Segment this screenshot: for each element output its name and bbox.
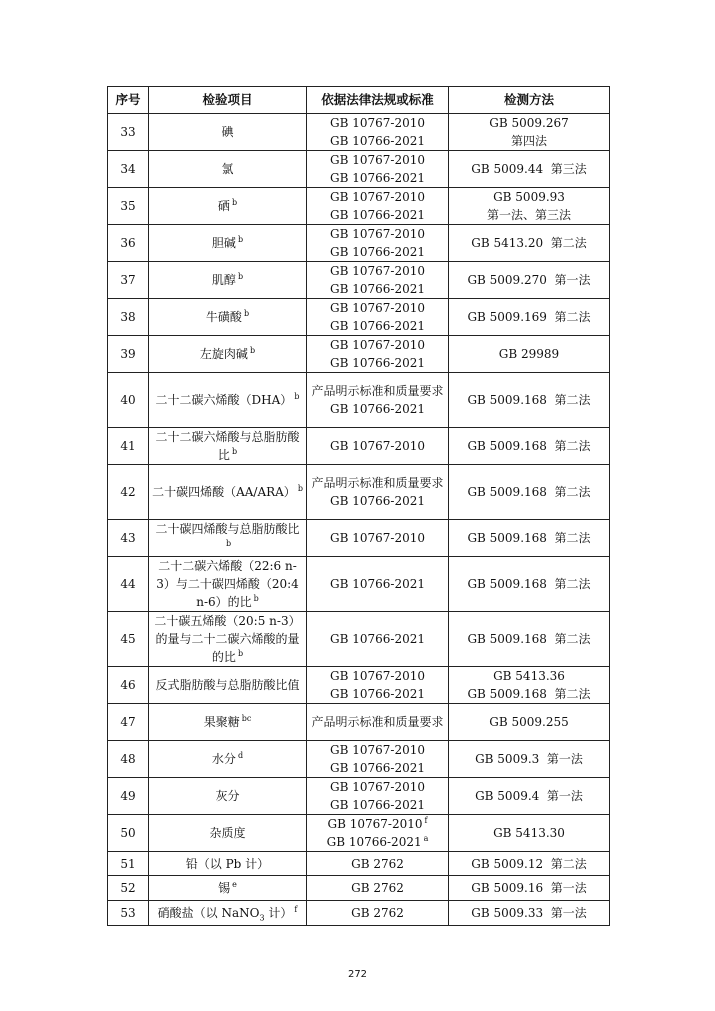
footnote-mark: e bbox=[232, 880, 237, 889]
footnote-mark: a bbox=[423, 834, 429, 843]
row-number: 49 bbox=[108, 778, 149, 815]
standard-basis bbox=[307, 778, 449, 815]
page-number: 272 bbox=[347, 969, 368, 980]
footnote-mark: b bbox=[225, 539, 232, 548]
footnote-mark: b bbox=[253, 594, 259, 603]
test-item bbox=[149, 520, 307, 557]
footnote-mark: b bbox=[231, 447, 238, 456]
basis-line bbox=[310, 855, 445, 873]
basis-line bbox=[310, 815, 445, 833]
test-item bbox=[149, 815, 307, 852]
table-row bbox=[108, 188, 610, 225]
test-item bbox=[149, 704, 307, 741]
method-line: GB 5009.168 第二法 bbox=[467, 531, 591, 545]
footnote-mark: bc bbox=[241, 714, 252, 723]
table-row bbox=[108, 336, 610, 373]
table-row bbox=[108, 778, 610, 815]
row-number: 46 bbox=[108, 667, 149, 704]
basis-text: GB 10766-2021 bbox=[330, 171, 425, 185]
method-line: GB 5413.20 第二法 bbox=[471, 236, 587, 250]
test-method bbox=[449, 225, 610, 262]
table-row bbox=[108, 114, 610, 151]
basis-line bbox=[310, 280, 445, 298]
test-item-label: 杂质度 bbox=[209, 826, 246, 840]
basis-text: GB 10767-2010 bbox=[327, 817, 423, 831]
basis-text: GB 10767-2010 bbox=[330, 743, 425, 757]
test-item bbox=[149, 667, 307, 704]
test-item bbox=[149, 151, 307, 188]
method-line: GB 5009.12 第二法 bbox=[471, 856, 587, 871]
basis-text: GB 10766-2021 bbox=[330, 761, 425, 775]
row-number: 41 bbox=[108, 428, 149, 465]
test-item bbox=[149, 741, 307, 778]
row-number: 47 bbox=[108, 704, 149, 741]
method-line: GB 5009.168 第二法 bbox=[467, 439, 591, 453]
method-line: GB 5009.168 第二法 bbox=[467, 485, 591, 499]
test-item-sub: 3 bbox=[259, 913, 265, 923]
basis-text: GB 10766-2021 bbox=[330, 208, 425, 222]
basis-text: GB 10766-2021 bbox=[330, 494, 425, 508]
row-number: 48 bbox=[108, 741, 149, 778]
method-line: GB 5009.33 第一法 bbox=[471, 906, 587, 920]
basis-line bbox=[310, 759, 445, 777]
test-method bbox=[449, 262, 610, 299]
standard-basis bbox=[307, 225, 449, 262]
standard-basis bbox=[307, 188, 449, 225]
basis-text: GB 10767-2010 bbox=[330, 338, 425, 352]
footnote-mark: b bbox=[294, 392, 300, 401]
basis-line bbox=[310, 225, 445, 243]
row-number: 51 bbox=[108, 852, 149, 876]
standard-basis bbox=[307, 852, 449, 876]
table-row bbox=[108, 704, 610, 741]
basis-line bbox=[310, 382, 445, 400]
basis-text: GB 2762 bbox=[351, 906, 404, 920]
method-line: GB 5413.30 bbox=[493, 826, 565, 840]
basis-line bbox=[310, 437, 445, 455]
footnote-mark: f bbox=[424, 816, 428, 825]
test-item-label: 果聚糖 bbox=[203, 715, 240, 729]
basis-text: GB 10767-2010 bbox=[330, 531, 425, 545]
method-line: GB 5009.168 第二法 bbox=[467, 577, 591, 591]
standard-basis bbox=[307, 336, 449, 373]
test-item-label: 牛磺酸 bbox=[205, 310, 242, 324]
test-method bbox=[449, 901, 610, 926]
test-method bbox=[449, 373, 610, 428]
standard-basis bbox=[307, 465, 449, 520]
method-line: 第一法、第三法 bbox=[486, 208, 571, 222]
table-row bbox=[108, 667, 610, 704]
header-basis: 依据法律法规或标准 bbox=[307, 87, 449, 114]
test-method bbox=[449, 557, 610, 612]
test-item bbox=[149, 465, 307, 520]
test-item bbox=[149, 901, 307, 926]
header-method: 检测方法 bbox=[449, 87, 610, 114]
basis-text: GB 10766-2021 bbox=[330, 245, 425, 259]
method-line: GB 5009.44 第三法 bbox=[471, 162, 587, 176]
basis-line bbox=[310, 741, 445, 759]
method-line: GB 5009.168 第二法 bbox=[467, 393, 591, 407]
test-item bbox=[149, 262, 307, 299]
row-number: 34 bbox=[108, 151, 149, 188]
standard-basis bbox=[307, 876, 449, 901]
basis-text: 产品明示标准和质量要求 bbox=[311, 384, 444, 398]
standard-basis bbox=[307, 373, 449, 428]
test-method bbox=[449, 741, 610, 778]
test-method bbox=[449, 428, 610, 465]
basis-line bbox=[310, 685, 445, 703]
method-line: GB 29989 bbox=[498, 347, 560, 361]
basis-line bbox=[310, 151, 445, 169]
table-row bbox=[108, 852, 610, 876]
test-item-label: 肌醇 bbox=[211, 273, 236, 287]
basis-text: GB 10767-2010 bbox=[330, 116, 425, 130]
footnote-mark: b bbox=[243, 309, 250, 318]
test-method bbox=[449, 151, 610, 188]
basis-line bbox=[310, 529, 445, 547]
test-item-label: 二十碳五烯酸（20:5 n-3）的量与二十二碳六烯酸的量的比 bbox=[154, 614, 301, 664]
test-method bbox=[449, 667, 610, 704]
basis-text: GB 10766-2021 bbox=[330, 798, 425, 812]
table-row bbox=[108, 373, 610, 428]
basis-text: GB 2762 bbox=[351, 856, 404, 871]
table-row bbox=[108, 151, 610, 188]
test-item bbox=[149, 336, 307, 373]
table-row bbox=[108, 428, 610, 465]
footnote-mark: b bbox=[237, 272, 244, 281]
test-method bbox=[449, 336, 610, 373]
row-number: 40 bbox=[108, 373, 149, 428]
basis-line bbox=[310, 879, 445, 897]
basis-line bbox=[310, 778, 445, 796]
row-number: 50 bbox=[108, 815, 149, 852]
standard-basis bbox=[307, 901, 449, 926]
row-number: 37 bbox=[108, 262, 149, 299]
footnote-mark: d bbox=[237, 751, 244, 760]
basis-line bbox=[310, 904, 445, 922]
basis-line bbox=[310, 630, 445, 648]
test-item-label: 二十二碳六烯酸与总脂肪酸比 bbox=[155, 430, 300, 462]
basis-line bbox=[310, 262, 445, 280]
test-item-post: 计） bbox=[264, 906, 293, 920]
test-method bbox=[449, 852, 610, 876]
standard-basis bbox=[307, 557, 449, 612]
test-item bbox=[149, 114, 307, 151]
table-row bbox=[108, 901, 610, 926]
basis-line bbox=[310, 188, 445, 206]
standard-basis bbox=[307, 815, 449, 852]
basis-text: GB 10766-2021 bbox=[330, 356, 425, 370]
footnote-mark: b bbox=[231, 198, 238, 207]
test-item-label: 二十二碳六烯酸（DHA） bbox=[155, 393, 293, 407]
table-row bbox=[108, 262, 610, 299]
method-line: GB 5009.168 第二法 bbox=[467, 687, 591, 701]
test-item-pre: 硝酸盐（以 NaNO bbox=[157, 906, 260, 920]
table-row bbox=[108, 741, 610, 778]
test-method bbox=[449, 465, 610, 520]
row-number: 42 bbox=[108, 465, 149, 520]
method-line: GB 5009.168 第二法 bbox=[467, 632, 591, 646]
test-item-label: 二十二碳六烯酸（22:6 n-3）与二十碳四烯酸（20:4 n-6）的比 bbox=[156, 559, 299, 609]
header-no: 序号 bbox=[108, 87, 149, 114]
basis-text: GB 10766-2021 bbox=[330, 402, 425, 416]
test-item-label: 碘 bbox=[221, 125, 234, 139]
test-method bbox=[449, 188, 610, 225]
test-method bbox=[449, 778, 610, 815]
footnote-mark: f bbox=[294, 905, 298, 914]
basis-line bbox=[310, 833, 445, 851]
basis-text: GB 10767-2010 bbox=[330, 439, 425, 453]
test-item bbox=[149, 188, 307, 225]
table-row bbox=[108, 299, 610, 336]
test-item-label: 氯 bbox=[221, 162, 234, 176]
test-method bbox=[449, 114, 610, 151]
test-item-label: 灰分 bbox=[215, 789, 240, 803]
basis-line bbox=[310, 206, 445, 224]
test-item bbox=[149, 852, 307, 876]
method-line: GB 5009.16 第一法 bbox=[471, 881, 587, 895]
test-item-label: 反式脂肪酸与总脂肪酸比值 bbox=[155, 678, 300, 692]
row-number: 36 bbox=[108, 225, 149, 262]
basis-line bbox=[310, 299, 445, 317]
table-row bbox=[108, 876, 610, 901]
basis-text: GB 10766-2021 bbox=[330, 632, 425, 646]
standard-basis bbox=[307, 612, 449, 667]
test-method bbox=[449, 612, 610, 667]
test-item-label: 二十碳四烯酸（AA/ARA） bbox=[152, 485, 296, 499]
row-number: 35 bbox=[108, 188, 149, 225]
test-method bbox=[449, 704, 610, 741]
basis-line bbox=[310, 336, 445, 354]
method-line: GB 5009.267 bbox=[489, 116, 569, 130]
footnote-mark: b bbox=[297, 484, 303, 493]
basis-text: GB 10766-2021 bbox=[330, 134, 425, 148]
standard-basis bbox=[307, 299, 449, 336]
table-row bbox=[108, 557, 610, 612]
method-line: GB 5009.93 bbox=[493, 190, 565, 204]
row-number: 44 bbox=[108, 557, 149, 612]
basis-text: 产品明示标准和质量要求 bbox=[311, 715, 444, 729]
basis-line bbox=[310, 132, 445, 150]
standard-basis bbox=[307, 262, 449, 299]
table-row bbox=[108, 612, 610, 667]
footnote-mark: b bbox=[249, 346, 256, 355]
standard-basis bbox=[307, 520, 449, 557]
footnote-mark: b bbox=[237, 235, 244, 244]
row-number: 53 bbox=[108, 901, 149, 926]
row-number: 52 bbox=[108, 876, 149, 901]
test-item-label: 胆碱 bbox=[211, 236, 236, 250]
basis-text: GB 10767-2010 bbox=[330, 780, 425, 794]
method-line: GB 5009.4 第一法 bbox=[475, 789, 583, 803]
basis-text: GB 2762 bbox=[351, 881, 404, 895]
row-number: 39 bbox=[108, 336, 149, 373]
basis-text: GB 10767-2010 bbox=[330, 669, 425, 683]
test-method bbox=[449, 520, 610, 557]
table-row bbox=[108, 520, 610, 557]
basis-text: GB 10766-2021 bbox=[330, 319, 425, 333]
basis-line bbox=[310, 492, 445, 510]
basis-line bbox=[310, 400, 445, 418]
basis-line bbox=[310, 169, 445, 187]
row-number: 33 bbox=[108, 114, 149, 151]
basis-text: GB 10767-2010 bbox=[330, 153, 425, 167]
basis-line bbox=[310, 354, 445, 372]
basis-text: GB 10766-2021 bbox=[330, 687, 425, 701]
basis-text: GB 10766-2021 bbox=[330, 577, 425, 591]
test-item-label: 铅（以 Pb 计） bbox=[185, 856, 270, 871]
test-item bbox=[149, 428, 307, 465]
standard-basis bbox=[307, 428, 449, 465]
method-line: GB 5009.270 第一法 bbox=[467, 273, 591, 287]
header-item: 检验项目 bbox=[149, 87, 307, 114]
basis-line bbox=[310, 474, 445, 492]
basis-line bbox=[310, 114, 445, 132]
standard-basis bbox=[307, 114, 449, 151]
footnote-mark: b bbox=[237, 649, 244, 658]
standard-basis bbox=[307, 667, 449, 704]
method-line: GB 5009.255 bbox=[489, 715, 569, 729]
basis-line bbox=[310, 796, 445, 814]
test-item bbox=[149, 778, 307, 815]
test-item bbox=[149, 557, 307, 612]
header-row bbox=[108, 87, 610, 114]
test-method bbox=[449, 299, 610, 336]
standard-basis bbox=[307, 741, 449, 778]
basis-text: GB 10767-2010 bbox=[330, 264, 425, 278]
basis-text: GB 10767-2010 bbox=[330, 227, 425, 241]
table-row bbox=[108, 225, 610, 262]
test-item-label: 水分 bbox=[211, 752, 236, 766]
test-item-label: 硒 bbox=[217, 199, 230, 213]
row-number: 38 bbox=[108, 299, 149, 336]
row-number: 43 bbox=[108, 520, 149, 557]
basis-line bbox=[310, 667, 445, 685]
basis-text: GB 10766-2021 bbox=[326, 835, 422, 849]
standard-basis bbox=[307, 704, 449, 741]
method-line: GB 5009.169 第二法 bbox=[467, 310, 591, 324]
test-method bbox=[449, 815, 610, 852]
test-item bbox=[149, 225, 307, 262]
test-item bbox=[149, 876, 307, 901]
basis-line bbox=[310, 575, 445, 593]
test-method bbox=[449, 876, 610, 901]
test-item-label: 左旋肉碱 bbox=[199, 347, 248, 361]
table-row bbox=[108, 815, 610, 852]
method-line: GB 5413.36 bbox=[493, 669, 565, 683]
basis-text: GB 10767-2010 bbox=[330, 301, 425, 315]
table-row bbox=[108, 465, 610, 520]
basis-line bbox=[310, 243, 445, 261]
test-item-label: 二十碳四烯酸与总脂肪酸比 bbox=[155, 522, 300, 536]
basis-line bbox=[310, 317, 445, 335]
test-item bbox=[149, 299, 307, 336]
basis-text: 产品明示标准和质量要求 bbox=[311, 476, 444, 490]
test-item-label: 锡 bbox=[218, 881, 231, 895]
inspection-table bbox=[107, 86, 610, 926]
basis-text: GB 10767-2010 bbox=[330, 190, 425, 204]
test-item bbox=[149, 612, 307, 667]
standard-basis bbox=[307, 151, 449, 188]
test-item bbox=[149, 373, 307, 428]
basis-line bbox=[310, 713, 445, 731]
method-line: GB 5009.3 第一法 bbox=[475, 752, 583, 766]
basis-text: GB 10766-2021 bbox=[330, 282, 425, 296]
row-number: 45 bbox=[108, 612, 149, 667]
method-line: 第四法 bbox=[510, 134, 547, 148]
